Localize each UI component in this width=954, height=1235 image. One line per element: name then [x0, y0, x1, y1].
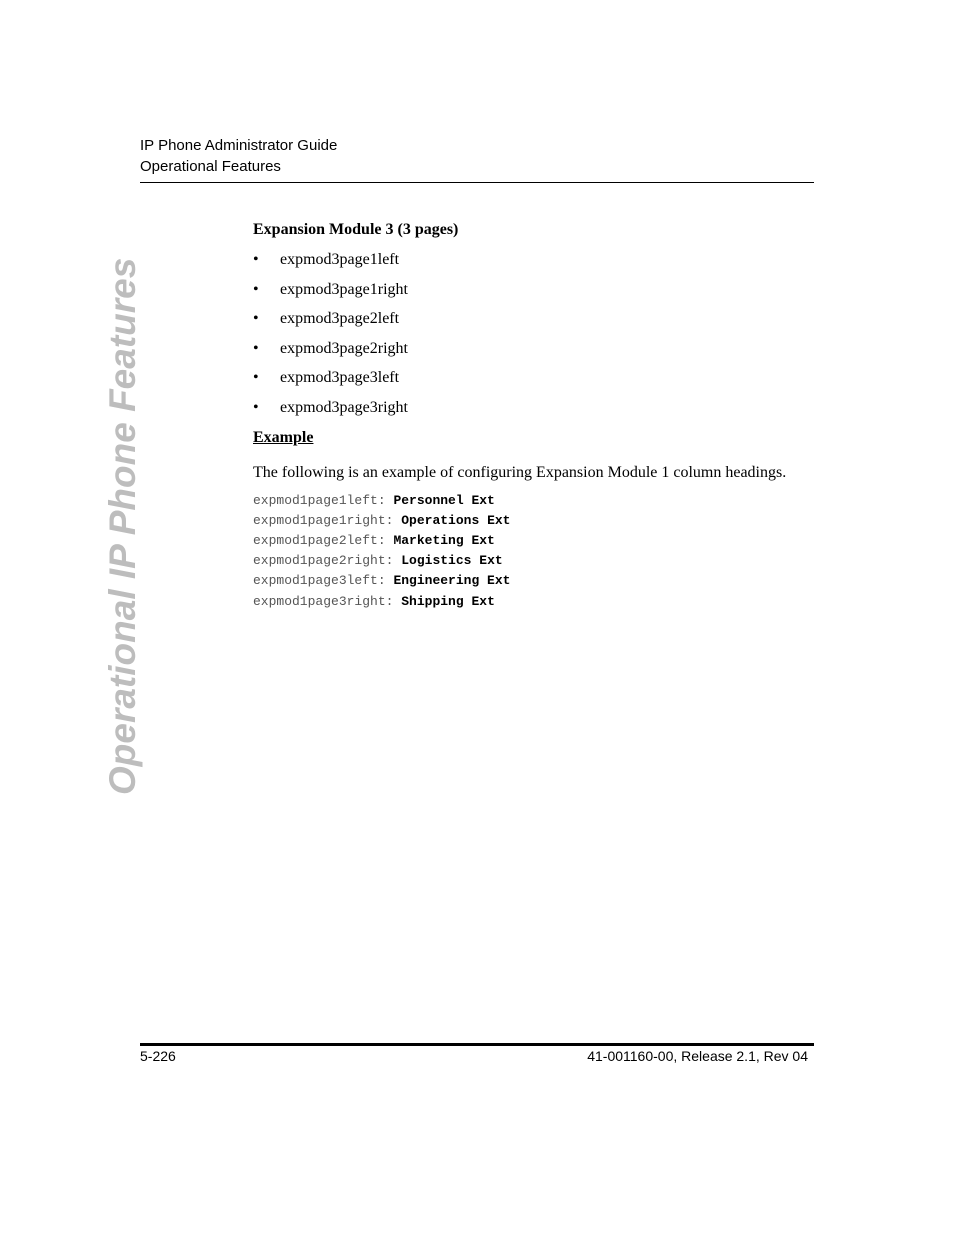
- example-description: The following is an example of configuring Expansion Module 1 column headings.: [253, 463, 787, 481]
- code-line: [253, 491, 793, 511]
- code-key: expmod1page1left:: [253, 492, 386, 508]
- list-item-text: expmod3page3right: [280, 398, 408, 416]
- code-value: Personnel Ext: [393, 492, 495, 508]
- list-item: [253, 397, 793, 419]
- document-id: 41-001160-00, Release 2.1, Rev 04: [587, 1048, 808, 1064]
- list-item-text: expmod3page1left: [280, 251, 400, 268]
- bullet-icon: •: [253, 339, 259, 357]
- code-value: Shipping Ext: [401, 593, 495, 609]
- code-key: expmod1page3left:: [253, 573, 386, 589]
- bullet-icon: •: [253, 398, 259, 416]
- code-value: Marketing Ext: [393, 532, 495, 548]
- code-value: Logistics Ext: [401, 553, 503, 569]
- code-value: Engineering Ext: [393, 573, 511, 589]
- example-heading: Example: [253, 428, 314, 446]
- main-content: [253, 219, 793, 612]
- list-item-text: expmod3page2left: [280, 310, 400, 328]
- list-item-text: expmod3page1right: [280, 280, 408, 298]
- code-line: [253, 592, 793, 612]
- header-chapter-title: Operational Features: [140, 158, 281, 175]
- list-item: [253, 338, 793, 360]
- footer-divider: [140, 1043, 814, 1046]
- bullet-icon: •: [253, 251, 259, 268]
- code-key: expmod1page2left:: [253, 532, 386, 548]
- bullet-icon: •: [253, 310, 259, 328]
- code-line: [253, 511, 793, 531]
- header-guide-title: IP Phone Administrator Guide: [140, 137, 338, 154]
- code-value: Operations Ext: [401, 512, 511, 528]
- list-item: [253, 308, 793, 330]
- page-header: [140, 135, 337, 177]
- code-line: [253, 551, 793, 571]
- bullet-icon: •: [253, 369, 259, 387]
- code-line: [253, 571, 793, 591]
- code-key: expmod1page2right:: [253, 553, 394, 569]
- header-divider: [140, 182, 814, 183]
- code-line: [253, 531, 793, 551]
- list-item-text: expmod3page2right: [280, 339, 408, 357]
- page-number: 5-226: [140, 1048, 176, 1064]
- parameter-list: [253, 249, 793, 419]
- side-chapter-title: Operational IP Phone Features: [102, 257, 143, 795]
- list-item: [253, 279, 793, 301]
- section-heading: Expansion Module 3 (3 pages): [253, 221, 459, 238]
- list-item: [253, 367, 793, 389]
- list-item-text: expmod3page3left: [280, 369, 400, 387]
- bullet-icon: •: [253, 280, 259, 298]
- code-key: expmod1page1right:: [253, 512, 394, 528]
- code-block: [253, 491, 793, 612]
- code-key: expmod1page3right:: [253, 593, 394, 609]
- list-item: [253, 249, 793, 271]
